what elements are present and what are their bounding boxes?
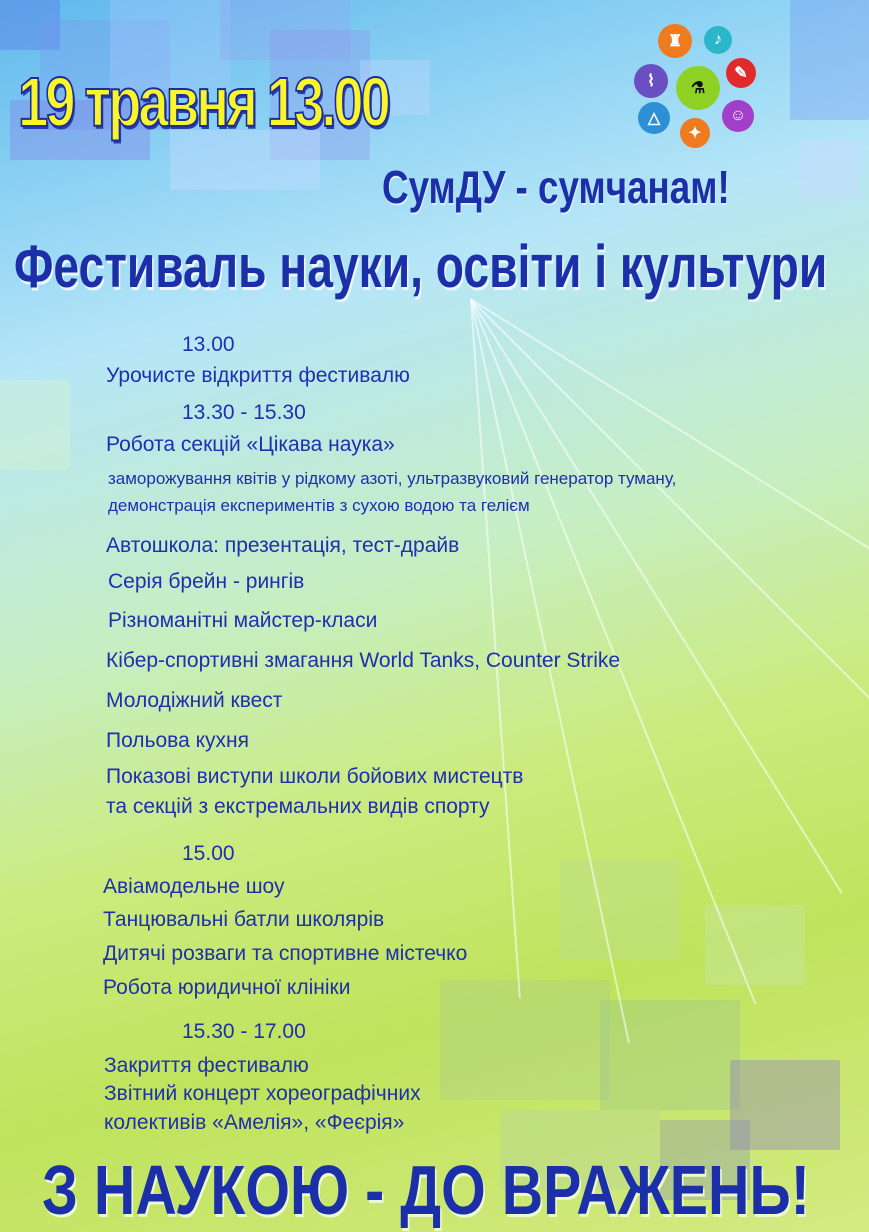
- schedule-item: колективів «Амелія», «Феєрія»: [104, 1111, 405, 1134]
- schedule-time: 13.00: [182, 333, 235, 356]
- slogan-heading: СумДУ - сумчанам!: [382, 161, 730, 213]
- schedule-item: Польова кухня: [106, 729, 250, 752]
- event-date-time: 19 травня 13.00: [18, 63, 388, 141]
- schedule-item: Молодіжний квест: [106, 689, 283, 712]
- schedule-item: Закриття фестивалю: [104, 1054, 309, 1077]
- music-note-icon: ♪: [704, 26, 732, 54]
- schedule-detail: демонстрація експериментів з сухою водою та гелієм: [108, 496, 530, 515]
- schedule-item: Урочисте відкриття фестивалю: [106, 364, 410, 387]
- decor-square: [790, 0, 869, 120]
- decor-square: [800, 140, 860, 200]
- science-icons-cluster: [630, 22, 760, 152]
- art-icon: ✎: [726, 58, 756, 88]
- schedule-item: Робота юридичної клініки: [103, 976, 351, 999]
- theater-icon: ☺: [722, 100, 754, 132]
- footer-motto: З НАУКОЮ - ДО ВРАЖЕНЬ!: [42, 1151, 810, 1229]
- schedule-heading: Робота секцій «Цікава наука»: [106, 433, 395, 456]
- light-ray: [470, 298, 869, 618]
- decor-square: [440, 980, 610, 1100]
- schedule-item: та секцій з екстремальних видів спорту: [106, 795, 490, 818]
- light-ray: [470, 299, 869, 760]
- festival-title: Фестиваль науки, освіти і культури: [14, 233, 828, 300]
- schedule-detail: заморожування квітів у рідкому азоті, ультразвуковий генератор туману,: [108, 469, 677, 488]
- schedule-item: Авіамодельне шоу: [103, 875, 285, 898]
- schedule-item: Кібер-спортивні змагання World Tanks, Counter Strike: [106, 649, 621, 672]
- schedule-item: Автошкола: презентація, тест-драйв: [106, 534, 460, 557]
- schedule-item: Звітний концерт хореографічних: [104, 1082, 421, 1105]
- schedule-item: Показові виступи школи бойових мистецтв: [106, 765, 524, 788]
- dna-icon: ⌇: [634, 64, 668, 98]
- geometry-icon: △: [638, 102, 670, 134]
- decor-square: [560, 860, 680, 960]
- decor-square: [600, 1000, 740, 1110]
- telescope-icon: ✦: [680, 118, 710, 148]
- sport-icon: ♜: [658, 24, 692, 58]
- flask-icon: ⚗: [676, 66, 720, 110]
- schedule-time: 15.30 - 17.00: [182, 1020, 306, 1043]
- schedule-time: 15.00: [182, 842, 235, 865]
- light-ray: [470, 299, 843, 894]
- schedule-item: Різноманітні майстер-класи: [108, 609, 378, 632]
- schedule-item: Танцювальні батли школярів: [103, 908, 385, 931]
- schedule-time: 13.30 - 15.30: [182, 401, 306, 424]
- schedule-item: Серія брейн - рингів: [108, 570, 305, 593]
- schedule-item: Дитячі розваги та спортивне містечко: [103, 942, 468, 965]
- decor-square: [0, 380, 70, 470]
